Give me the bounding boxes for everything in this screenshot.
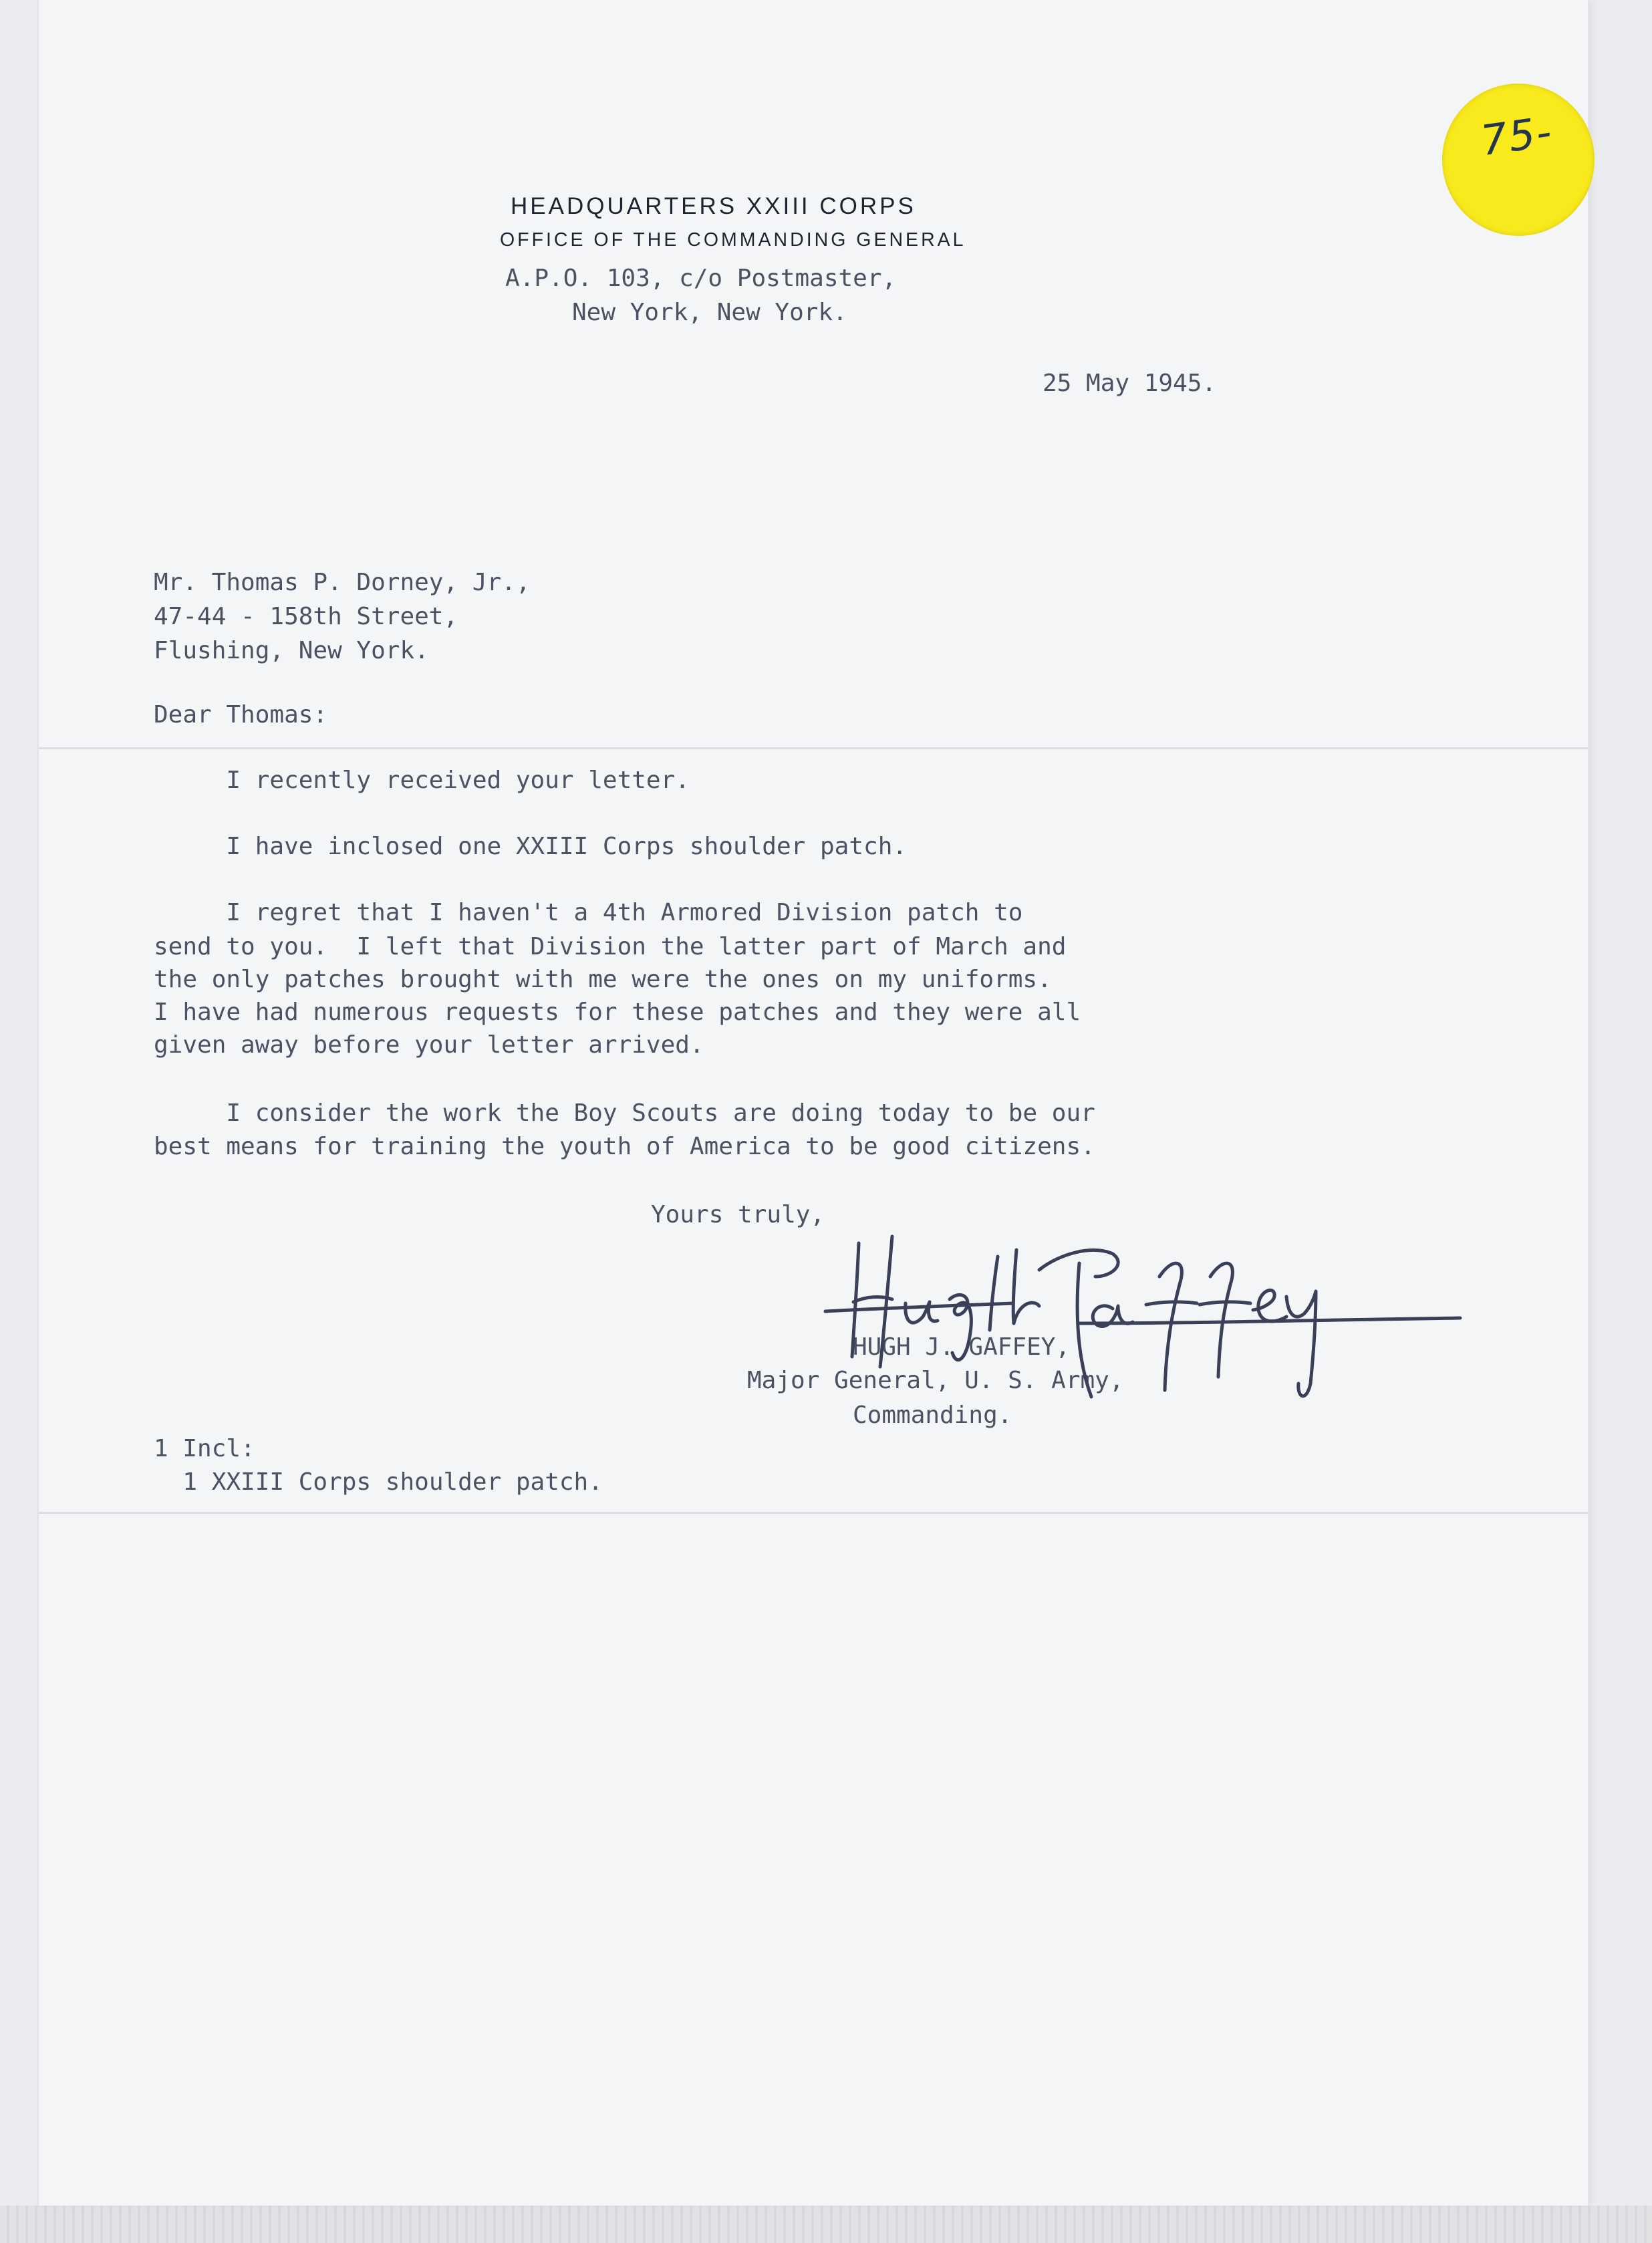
body-paragraph-line: I have had numerous requests for these patches and they were all (154, 999, 1081, 1026)
enclosure-label: 1 Incl: (154, 1435, 255, 1462)
recipient-street: 47-44 - 158th Street, (154, 603, 458, 630)
body-paragraph-line: best means for training the youth of America to be good citizens. (154, 1133, 1095, 1160)
body-paragraph-line: I have inclosed one XXIII Corps shoulder patch. (154, 833, 908, 860)
enclosure-item-text: 1 XXIII Corps shoulder patch. (182, 1468, 603, 1496)
letterhead-subtitle: OFFICE OF THE COMMANDING GENERAL (500, 229, 966, 251)
body-paragraph-line: I recently received your letter. (154, 767, 690, 794)
closing: Yours truly, (651, 1201, 825, 1228)
price-sticker-text: 75- (1478, 106, 1556, 166)
body-paragraph-line: I consider the work the Boy Scouts are doing today to be our (154, 1099, 1095, 1127)
fold-line (39, 1512, 1588, 1514)
body-paragraph-line: given away before your letter arrived. (154, 1031, 704, 1059)
price-sticker (1442, 84, 1595, 236)
letterhead-address-line2: New York, New York. (572, 299, 847, 326)
fold-line (39, 747, 1588, 749)
recipient-name: Mr. Thomas P. Dorney, Jr., (154, 569, 531, 596)
salutation: Dear Thomas: (154, 701, 328, 729)
body-paragraph-line: the only patches brought with me were the ones on my uniforms. (154, 966, 1052, 993)
signer-rank: Major General, U. S. Army, (747, 1367, 1124, 1394)
handwritten-signature (819, 1230, 1474, 1424)
recipient-city: Flushing, New York. (154, 637, 429, 664)
signer-role: Commanding. (853, 1402, 1012, 1429)
sleeve-edge (0, 2206, 1652, 2243)
letter-date: 25 May 1945. (1043, 370, 1217, 397)
body-paragraph-line: send to you. I left that Division the latter part of March and (154, 933, 1067, 960)
enclosure-item (154, 1465, 603, 1499)
body-paragraph-line: I regret that I haven't a 4th Armored Division patch to (154, 899, 1023, 926)
letterhead-address-line1: A.P.O. 103, c/o Postmaster, (505, 265, 897, 292)
letterhead-title: HEADQUARTERS XXIII CORPS (511, 193, 916, 219)
typed-signer-name: HUGH J. GAFFEY, (853, 1333, 1071, 1361)
